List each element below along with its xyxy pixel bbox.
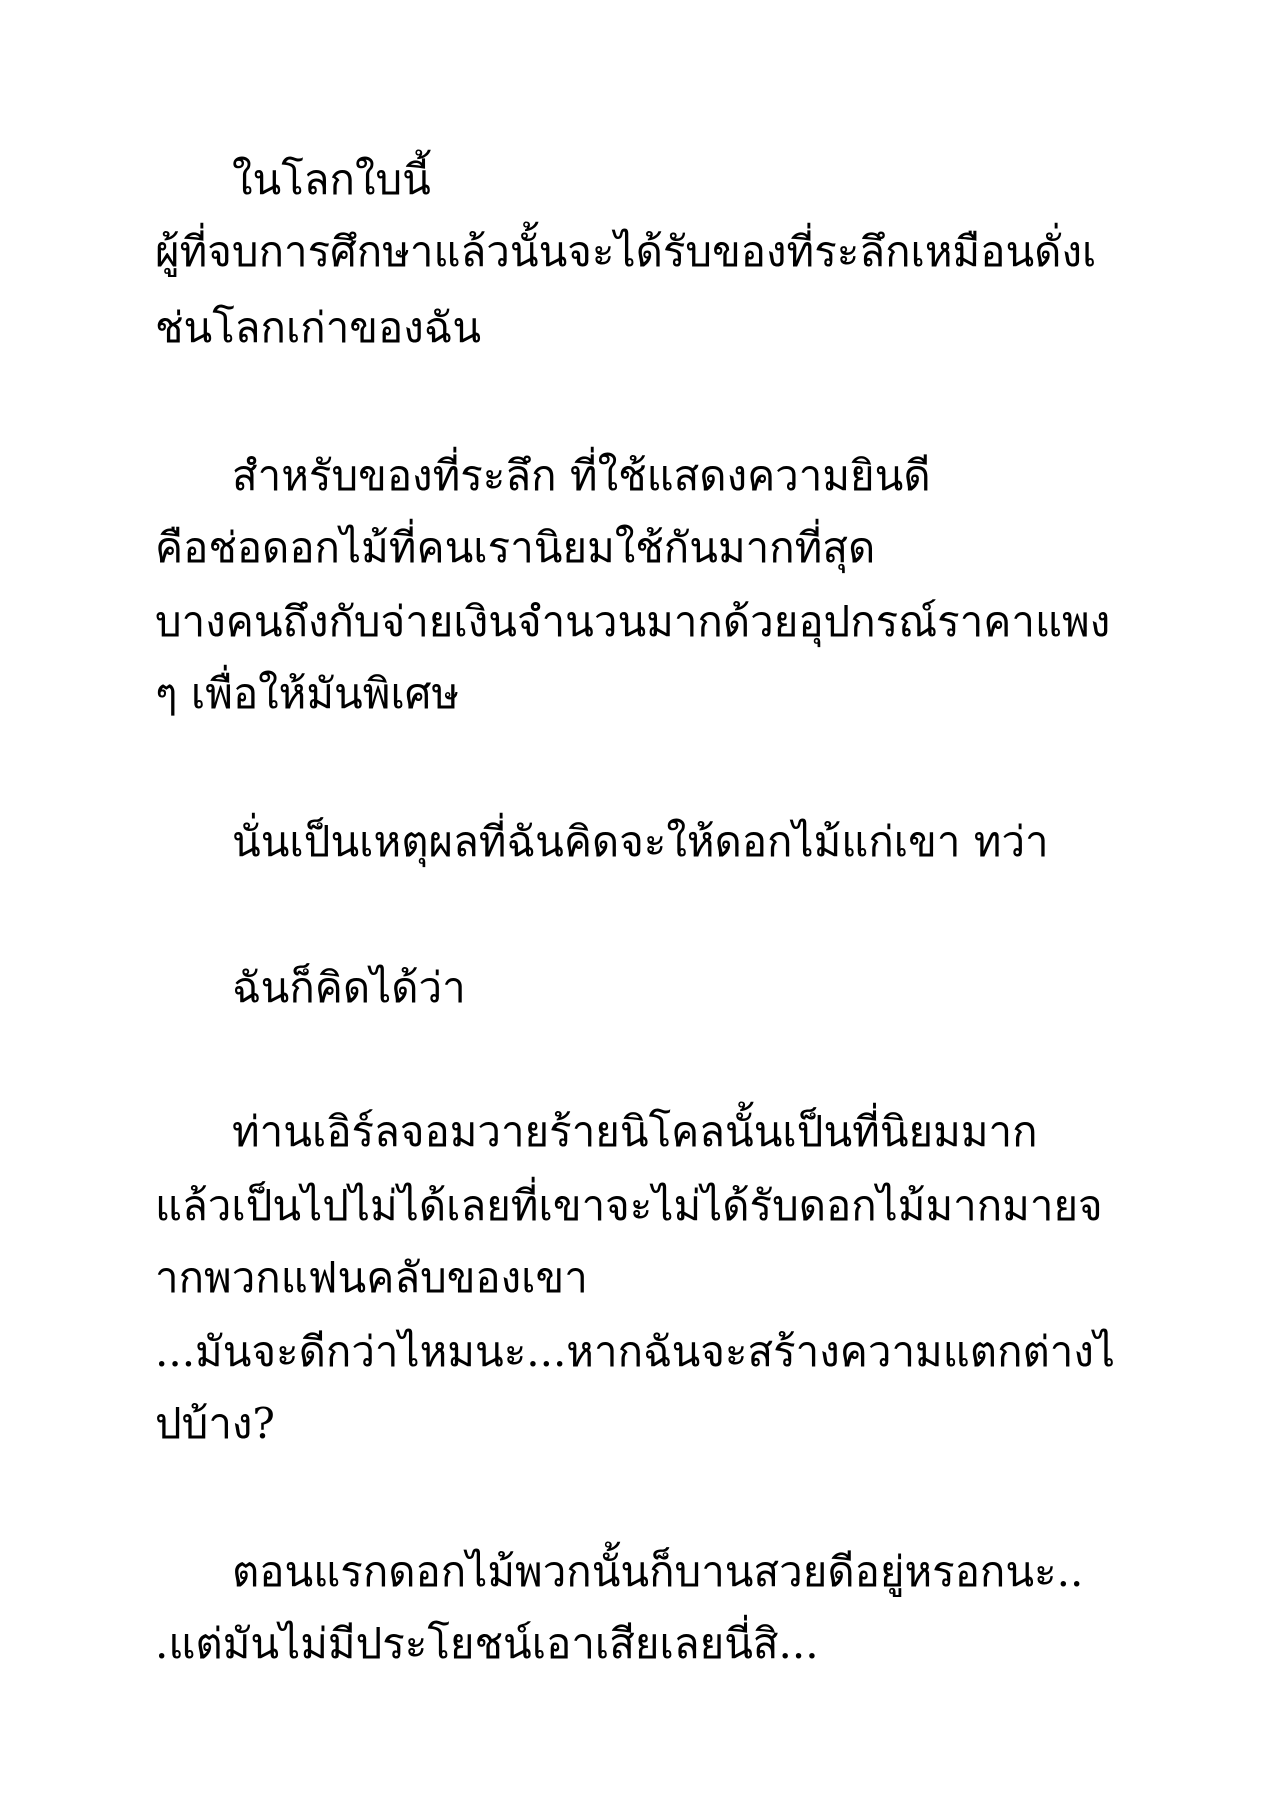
text-line: ฉันก็คิดได้ว่า <box>232 963 466 1012</box>
text-line: ากพวกแฟนคลับของเขา <box>155 1253 588 1302</box>
text-line: ตอนแรกดอกไม้พวกนั้นก็บานสวยดีอยู่หรอกนะ.. <box>232 1547 1084 1596</box>
text-line: นั่นเป็นเหตุผลที่ฉันคิดจะให้ดอกไม้แก่เขา ทว่า <box>232 817 1049 866</box>
text-line: .แต่มันไม่มีประโยชน์เอาเสียเลยนี่สิ... <box>155 1619 819 1668</box>
text-line: แล้วเป็นไปไม่ได้เลยที่เขาจะไม่ได้รับดอกไม้มากมายจ <box>155 1181 1103 1230</box>
text-line: ...มันจะดีกว่าไหมนะ...หากฉันจะสร้างความแตกต่างไ <box>155 1327 1115 1376</box>
text-line: ช่นโลกเก่าของฉัน <box>155 303 482 352</box>
text-line: ในโลกใบนี้ <box>232 155 431 204</box>
text-line: คือช่อดอกไม้ที่คนเรานิยมใช้กันมากที่สุด <box>155 523 876 572</box>
text-line: ปบ้าง? <box>155 1399 275 1448</box>
text-line: บางคนถึงกับจ่ายเงินจำนวนมากด้วยอุปกรณ์ราคาแพง <box>155 597 1111 646</box>
text-line: ผู้ที่จบการศึกษาแล้วนั้นจะได้รับของที่ระลึกเหมือนดั่งเ <box>155 227 1097 276</box>
text-line: สำหรับของที่ระลึก ที่ใช้แสดงความยินดี <box>232 451 931 500</box>
text-line: ท่านเอิร์ลจอมวายร้ายนิโคลนั้นเป็นที่นิยมมาก <box>232 1107 1038 1156</box>
text-line: ๆ เพื่อให้มันพิเศษ <box>155 669 460 718</box>
